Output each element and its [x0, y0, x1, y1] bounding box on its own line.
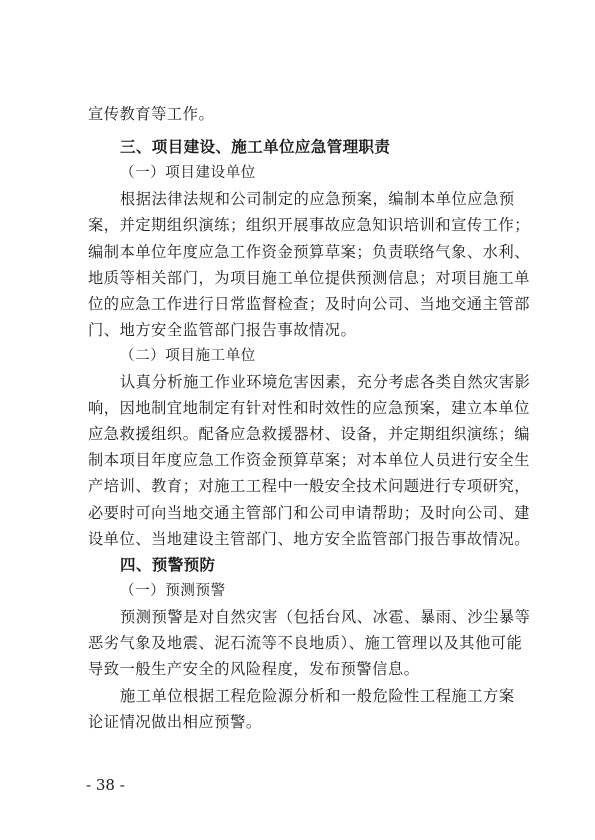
section-heading-3: 三、项目建设、施工单位应急管理职责	[120, 138, 391, 156]
paragraph-line: 根据法律法规和公司制定的应急预案，编制本单位应急预	[120, 190, 515, 208]
paragraph-line: 设单位、当地建设主管部门、地方安全监管部门报告事故情况。	[88, 530, 531, 548]
paragraph-line: 门、地方安全监管部门报告事故情况。	[88, 321, 357, 339]
paragraph-line: 恶劣气象及地震、泥石流等不良地质）、施工管理以及其他可能	[88, 634, 523, 652]
section-heading-4: 四、预警预防	[120, 556, 216, 574]
paragraph-line: 宣传教育等工作。	[88, 105, 215, 123]
paragraph-line: 编制本单位年度应急工作资金预算草案；负责联络气象、水利、	[88, 243, 531, 261]
paragraph-line: 制本项目年度应急工作资金预算草案；对本单位人员进行安全生	[88, 451, 531, 469]
paragraph-line: 论证情况做出相应预警。	[88, 713, 262, 731]
paragraph-line: 案，并定期组织演练；组织开展事故应急知识培训和宣传工作；	[88, 216, 531, 234]
subsection-heading: （一）预测预警	[120, 583, 226, 599]
paragraph-line: 应急救援组织。配备应急救援器材、设备，并定期组织演练；编	[88, 425, 531, 443]
subsection-heading: （一）项目建设单位	[120, 165, 256, 181]
paragraph-line: 施工单位根据工程危险源分析和一般危险性工程施工方案	[120, 687, 515, 705]
paragraph-line: 地质等相关部门，为项目施工单位提供预测信息；对项目施工单	[88, 269, 531, 287]
paragraph-line: 必要时可向当地交通主管部门和公司申请帮助；及时向公司、建	[88, 504, 531, 522]
paragraph-line: 导致一般生产安全的风险程度，发布预警信息。	[88, 660, 420, 678]
paragraph-line: 认真分析施工作业环境危害因素，充分考虑各类自然灾害影	[120, 373, 531, 391]
subsection-heading: （二）项目施工单位	[120, 348, 256, 364]
paragraph-line: 响，因地制宜地制定有针对性和时效性的应急预案，建立本单位	[88, 399, 531, 417]
paragraph-line: 预测预警是对自然灾害（包括台风、冰雹、暴雨、沙尘暴等	[120, 608, 531, 626]
paragraph-line: 产培训、教育；对施工工程中一般安全技术问题进行专项研究，	[88, 477, 531, 495]
page-number: - 38 -	[86, 776, 125, 794]
paragraph-line: 位的应急工作进行日常监督检查；及时向公司、当地交通主管部	[88, 295, 531, 313]
